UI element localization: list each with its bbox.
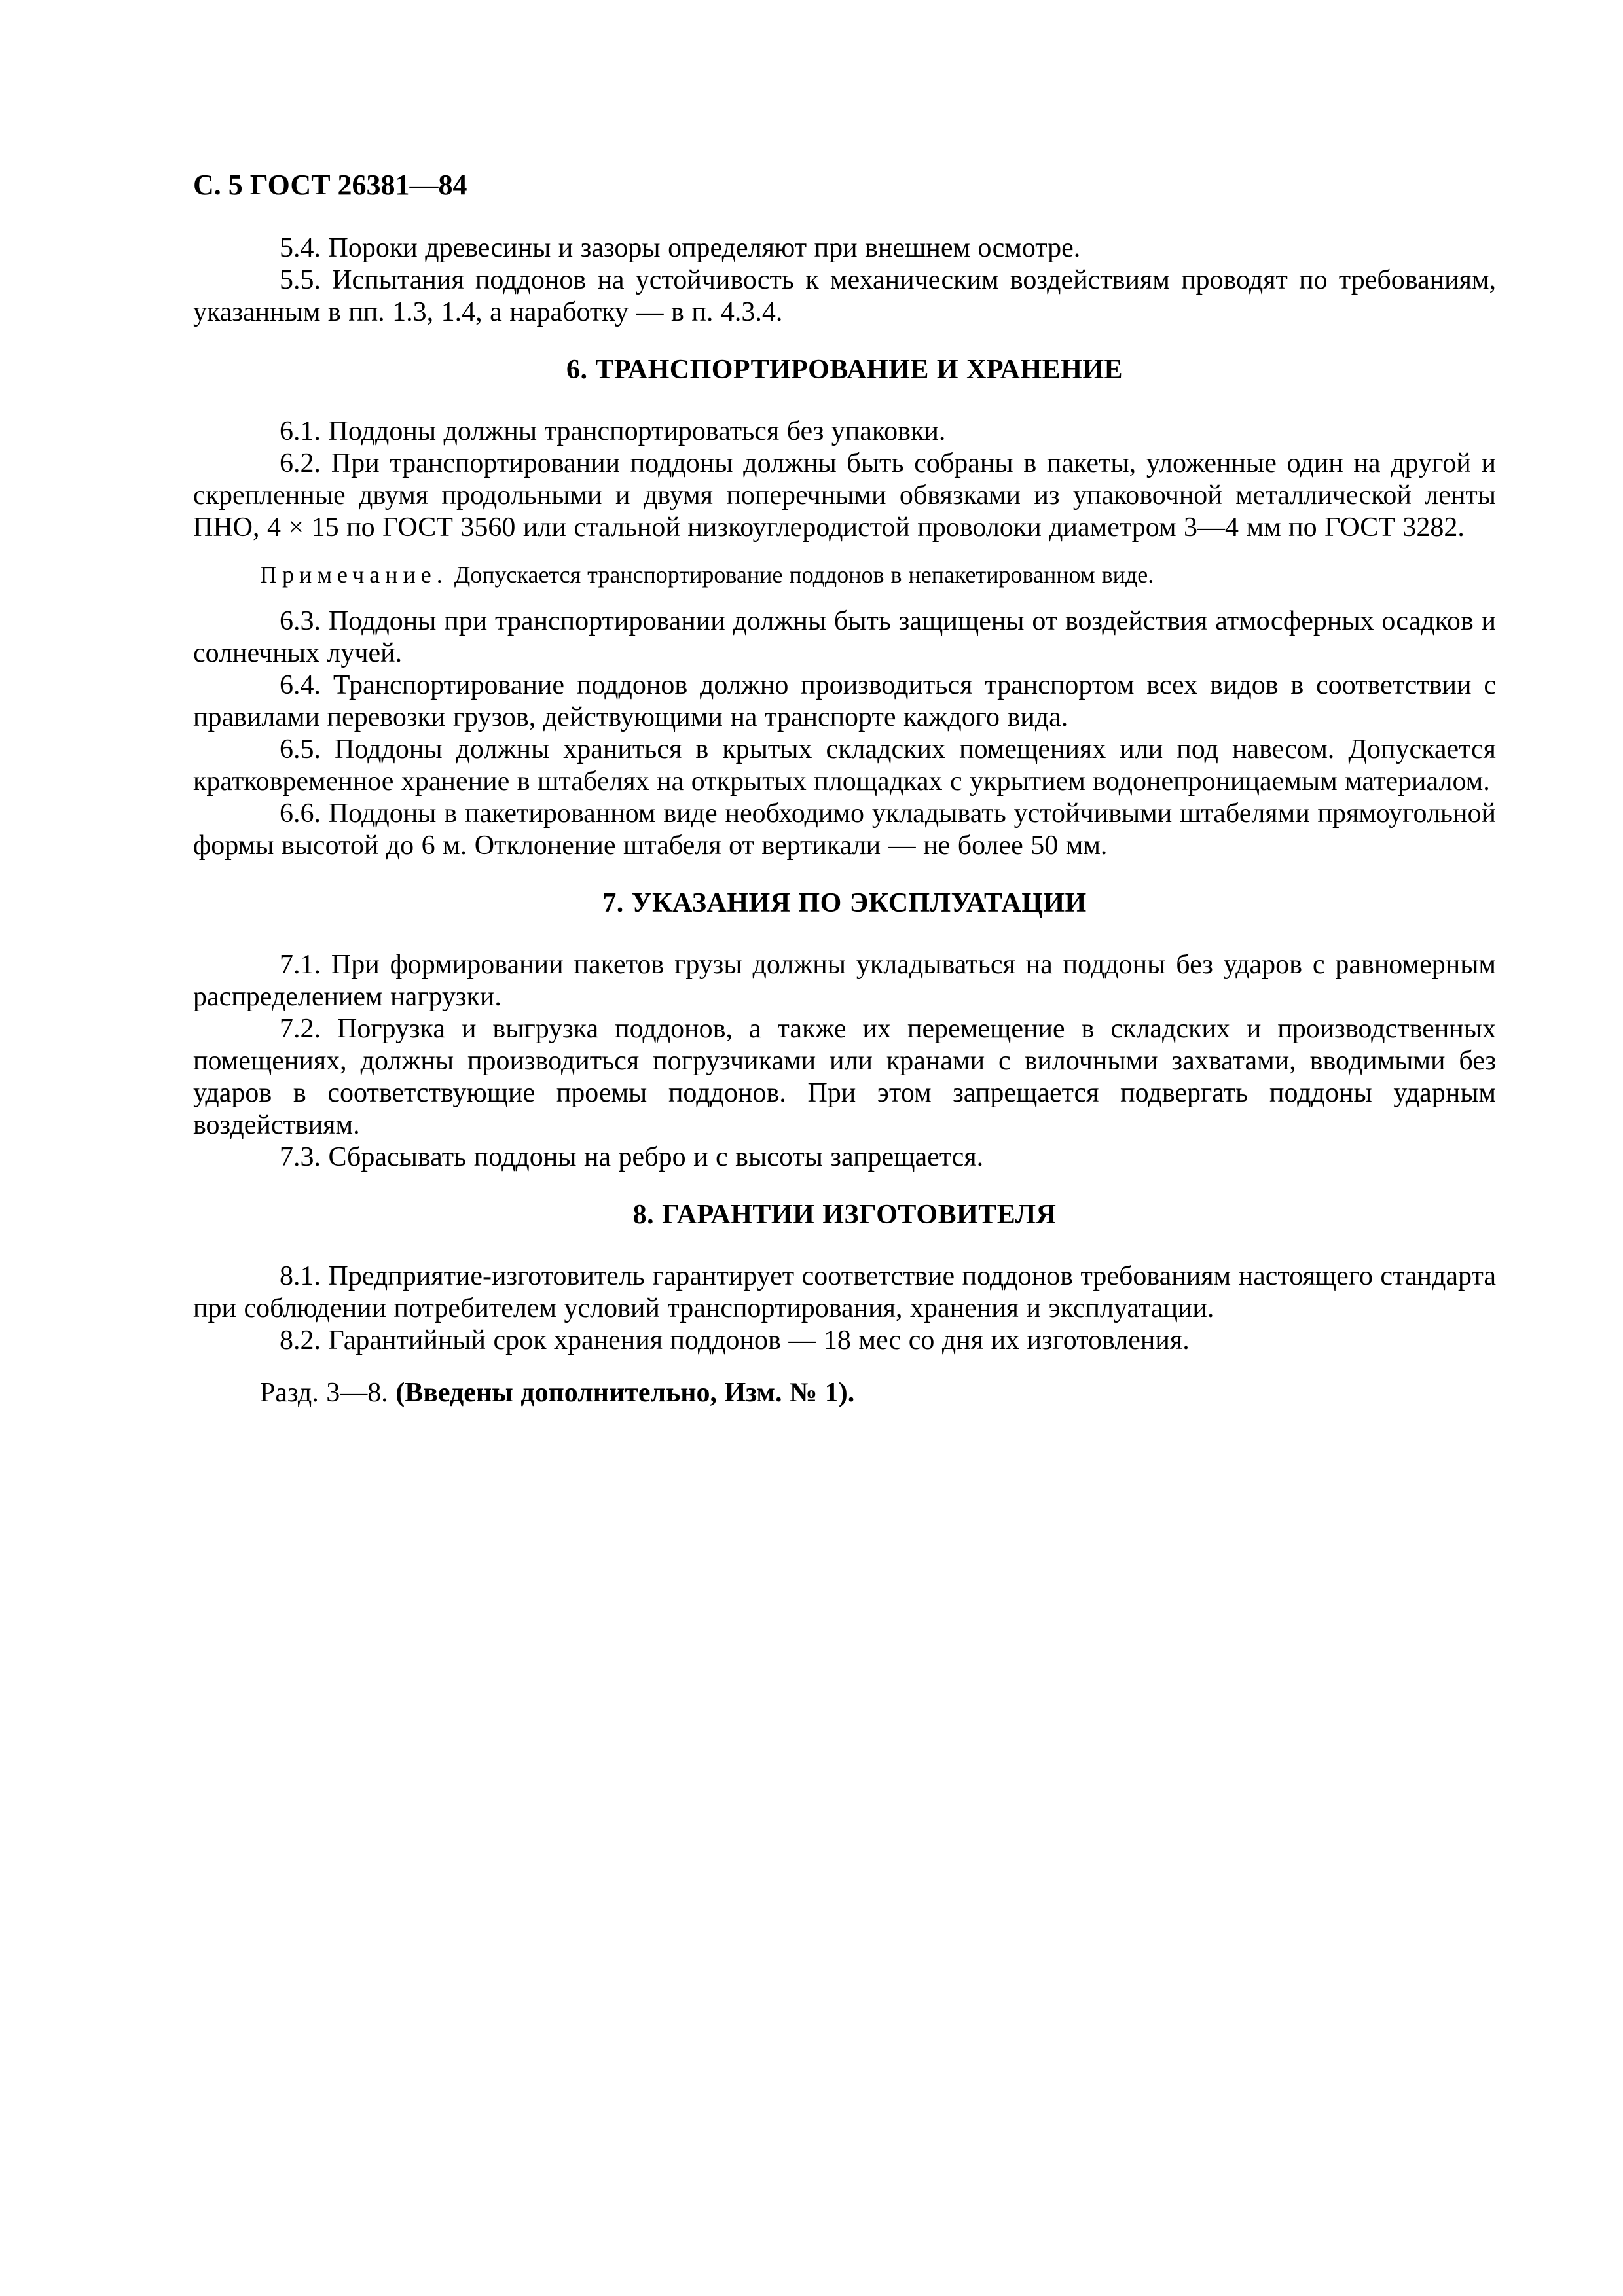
paragraph-6-1: 6.1. Поддоны должны транспортироваться без упаковки.	[280, 416, 946, 446]
paragraph-5-5: 5.5. Испытания поддонов на устойчивость к механическим воздействиям проводят по требованиям, указанным в пп. 1.3, 1.4, а наработку — в п. 4.3.4.	[193, 265, 1496, 327]
paragraph-5-4: 5.4. Пороки древесины и зазоры определяют при внешнем осмотре.	[280, 233, 1081, 263]
section-7-heading: 7. УКАЗАНИЯ ПО ЭКСПЛУАТАЦИИ	[602, 888, 1087, 918]
paragraph-8-2: 8.2. Гарантийный срок хранения поддонов — 18 мес со дня их изготовления.	[280, 1325, 1190, 1355]
paragraph-6-4: 6.4. Транспортирование поддонов должно производиться транспортом всех видов в соответствии с правилами перевозки грузов, действующими на транспорте каждого вида.	[193, 670, 1496, 732]
paragraph-6-6: 6.6. Поддоны в пакетированном виде необходимо укладывать устойчивыми штабелями прямоугольной формы высотой до 6 м. Отклонение штабеля от вертикали — не более 50 мм.	[193, 798, 1496, 861]
amendment-note	[193, 1377, 1496, 1409]
note	[193, 560, 1496, 589]
section-8-heading: 8. ГАРАНТИИ ИЗГОТОВИТЕЛЯ	[632, 1200, 1057, 1230]
section-6-heading: 6. ТРАНСПОРТИРОВАНИЕ И ХРАНЕНИЕ	[566, 355, 1123, 385]
paragraph-7-1: 7.1. При формировании пакетов грузы должны укладываться на поддоны без ударов с равномерным распределением нагрузки.	[193, 950, 1496, 1012]
document-body	[193, 232, 1496, 1409]
paragraph-7-3: 7.3. Сбрасывать поддоны на ребро и с высоты запрещается.	[280, 1142, 984, 1172]
paragraph-6-5: 6.5. Поддоны должны храниться в крытых складских помещениях или под навесом. Допускается кратковременное хранение в штабелях на открытых площадках с укрытием водонепроницаемым материалом.	[193, 734, 1496, 797]
note-text: Допускается транспортирование поддонов в непакетированном виде.	[454, 562, 1154, 588]
paragraph-6-2: 6.2. При транспортировании поддоны должны быть собраны в пакеты, уложенные один на другой и скрепленные двумя продольными и двумя поперечными обвязками из упаковочной металлической ленты ПНО, 4 × 15 по ГОСТ 3560 или стальной низкоуглеродистой проволоки диаметром 3—4 мм по ГОСТ 3282.	[193, 448, 1496, 543]
amendment-text: (Введены дополнительно, Изм. № 1).	[395, 1378, 855, 1408]
paragraph-8-1: 8.1. Предприятие-изготовитель гарантирует соответствие поддонов требованиям настоящего стандарта при соблюдении потребителем условий транспортирования, хранения и эксплуатации.	[193, 1261, 1496, 1323]
paragraph-7-2: 7.2. Погрузка и выгрузка поддонов, а также их перемещение в складских и производственных помещениях, должны производиться погрузчиками или кранами с вилочными захватами, вводимыми без ударов в соответствующие проемы поддонов. При этом запрещается подвергать поддоны ударным воздействиям.	[193, 1014, 1496, 1140]
paragraph-6-3: 6.3. Поддоны при транспортировании должны быть защищены от воздействия атмосферных осадков и солнечных лучей.	[193, 606, 1496, 668]
page-header: С. 5 ГОСТ 26381—84	[193, 169, 467, 201]
amendment-prefix: Разд. 3—8.	[260, 1378, 388, 1408]
note-label: Примечание.	[260, 562, 448, 588]
